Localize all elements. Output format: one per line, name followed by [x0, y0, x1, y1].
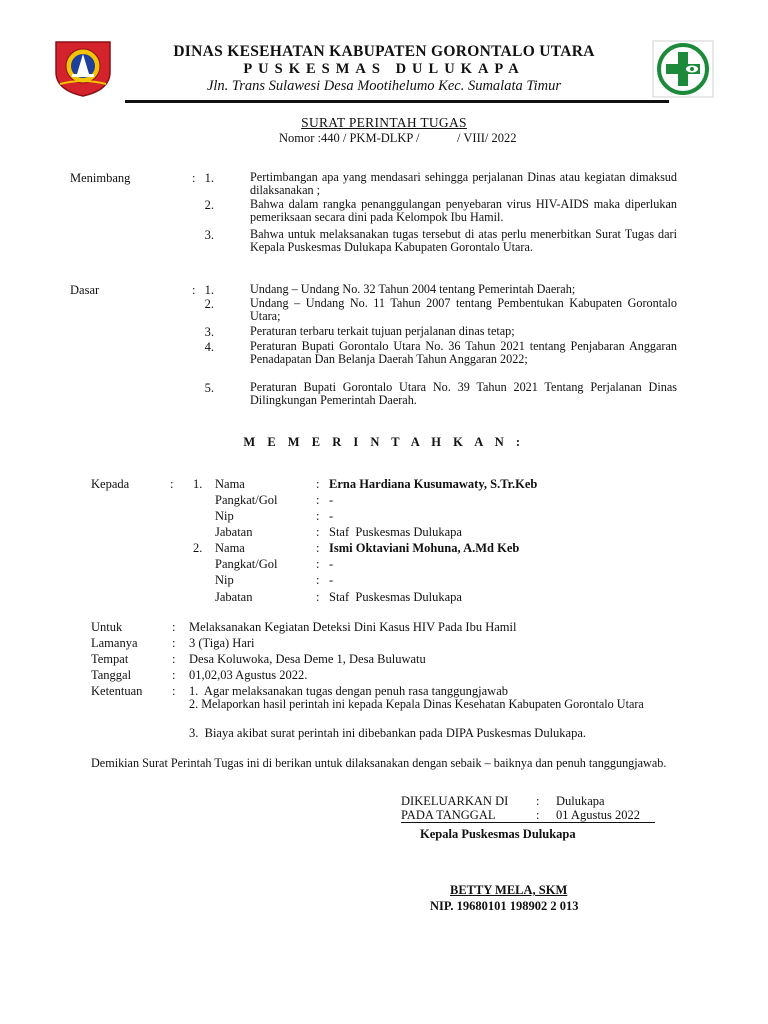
untuk-value: Melaksanakan Kegiatan Deteksi Dini Kasus HIV Pada Ibu Hamil — [189, 620, 517, 634]
person-1-jabatan-colon: : — [316, 525, 320, 539]
person-1-nama-colon: : — [316, 477, 320, 491]
letterhead-rule — [125, 100, 669, 103]
tempat-label: Tempat — [91, 652, 129, 666]
dasar-item-5: Peraturan Bupati Gorontalo Utara No. 39 Tahun 2021 Tentang Perjalanan Dinas Dilingkungan Pemerintah Daerah. — [250, 380, 677, 407]
dasar-num-2: 2. — [204, 297, 214, 311]
person-1-nip-label: Nip — [215, 509, 234, 523]
pada-tanggal-label: PADA TANGGAL — [401, 808, 496, 822]
person-1-nama-label: Nama — [215, 477, 245, 491]
untuk-label: Untuk — [91, 620, 123, 634]
dasar-item-3: Peraturan terbaru terkait tujuan perjalanan dinas tetap; — [250, 324, 515, 338]
menimbang-num-2: 2. — [204, 198, 214, 212]
pada-tanggal-value: 01 Agustus 2022 — [556, 808, 641, 822]
person-2-pangkat-colon: : — [316, 557, 320, 571]
dasar-label: Dasar — [70, 283, 100, 297]
tanggal-label: Tanggal — [91, 668, 132, 682]
person-1-nip-colon: : — [316, 509, 320, 523]
document-title: SURAT PERINTAH TUGAS — [301, 115, 467, 130]
menimbang-label: Menimbang — [70, 171, 131, 185]
person-2-pangkat-value: - — [329, 557, 334, 571]
lamanya-colon: : — [172, 636, 176, 650]
lamanya-value: 3 (Tiga) Hari — [189, 636, 255, 650]
person-1-nip-value: - — [329, 509, 334, 523]
dikeluarkan-value: Dulukapa — [556, 794, 605, 808]
person-2-jabatan-colon: : — [316, 590, 320, 604]
signatory-position: Kepala Puskesmas Dulukapa — [420, 827, 576, 841]
person-2-nip-label: Nip — [215, 573, 234, 587]
menimbang-item-2: Bahwa dalam rangka penanggulangan penyebaran virus HIV-AIDS maka diperlukan pemeriksaan secara dini pada Kelompok Ibu Hamil. — [250, 197, 677, 224]
puskesmas-logo-icon — [652, 40, 714, 98]
signatory-name: BETTY MELA, SKM — [450, 883, 568, 897]
dasar-num-5: 5. — [204, 381, 214, 395]
pada-tanggal-line — [401, 822, 655, 823]
person-1-pangkat-value: - — [329, 493, 334, 507]
person-1-jabatan-label: Jabatan — [215, 525, 253, 539]
person-1-jabatan-value: Staf Puskesmas Dulukapa — [329, 525, 462, 539]
person-1-pangkat-colon: : — [316, 493, 320, 507]
ketentuan-label: Ketentuan — [91, 684, 143, 698]
tanggal-colon: : — [172, 668, 176, 682]
person-2-nip-colon: : — [316, 573, 320, 587]
signatory-nip: NIP. 19680101 198902 2 013 — [430, 899, 579, 913]
dikeluarkan-label: DIKELUARKAN DI — [401, 794, 509, 808]
document-number: Nomor :440 / PKM-DLKP / / VIII/ 2022 — [279, 131, 517, 145]
menimbang-colon: : — [192, 171, 196, 185]
person-2-nama-label: Nama — [215, 541, 245, 555]
kepada-label: Kepada — [91, 477, 130, 491]
ketentuan-item-1: 1. Agar melaksanakan tugas dengan penuh rasa tanggungjawab — [189, 684, 508, 698]
tanggal-value: 01,02,03 Agustus 2022. — [189, 668, 308, 682]
menimbang-num-1: 1. — [204, 171, 214, 185]
person-2-pangkat-label: Pangkat/Gol — [215, 557, 278, 571]
pada-tanggal-colon: : — [536, 808, 540, 822]
dasar-item-1: Undang – Undang No. 32 Tahun 2004 tentang Pemerintah Daerah; — [250, 282, 576, 296]
person-2-nip-value: - — [329, 573, 334, 587]
menimbang-num-3: 3. — [204, 228, 214, 242]
dasar-item-2: Undang – Undang No. 11 Tahun 2007 tentang Pembentukan Kabupaten Gorontalo Utara; — [250, 296, 677, 323]
person-2-nama-value: Ismi Oktaviani Mohuna, A.Md Keb — [329, 541, 520, 555]
dasar-num-1: 1. — [204, 283, 214, 297]
person-2-jabatan-value: Staf Puskesmas Dulukapa — [329, 590, 462, 604]
closing-paragraph: Demikian Surat Perintah Tugas ini di berikan untuk dilaksanakan dengan sebaik – baiknya dan penuh tanggungjawab. — [91, 756, 667, 770]
person-2-nama-colon: : — [316, 541, 320, 555]
dasar-item-4: Peraturan Bupati Gorontalo Utara No. 36 Tahun 2021 tentang Penjabaran Anggaran Penadapatan Dan Belanja Daerah Tahun Anggaran 2022; — [250, 339, 677, 366]
ketentuan-item-3: 3. Biaya akibat surat perintah ini dibebankan pada DIPA Puskesmas Dulukapa. — [189, 726, 587, 740]
person-2-jabatan-label: Jabatan — [215, 590, 253, 604]
person-1-num: 1. — [193, 477, 203, 491]
tempat-value: Desa Koluwoka, Desa Deme 1, Desa Buluwatu — [189, 652, 426, 666]
person-2-num: 2. — [193, 541, 203, 555]
lamanya-label: Lamanya — [91, 636, 138, 650]
kepada-colon: : — [170, 477, 174, 491]
dasar-num-4: 4. — [204, 340, 214, 354]
untuk-colon: : — [172, 620, 176, 634]
person-1-nama-value: Erna Hardiana Kusumawaty, S.Tr.Keb — [329, 477, 538, 491]
menimbang-item-1: Pertimbangan apa yang mendasari sehingga perjalanan Dinas atau kegiatan dimaksud dilaksanakan ; — [250, 170, 677, 197]
ketentuan-item-2: 2. Melaporkan hasil perintah ini kepada Kepala Dinas Kesehatan Kabupaten Gorontalo Utara — [189, 697, 644, 711]
dasar-num-3: 3. — [204, 325, 214, 339]
dasar-colon: : — [192, 283, 196, 297]
letterhead-puskesmas: PUSKESMAS DULUKAPA — [243, 61, 525, 77]
letterhead-agency: DINAS KESEHATAN KABUPATEN GORONTALO UTARA — [173, 43, 595, 60]
tempat-colon: : — [172, 652, 176, 666]
person-1-pangkat-label: Pangkat/Gol — [215, 493, 278, 507]
menimbang-item-3: Bahwa untuk melaksanakan tugas tersebut di atas perlu menerbitkan Surat Tugas dari Kepala Puskesmas Dulukapa Kabupaten Gorontalo Utara. — [250, 227, 677, 254]
letterhead-address: Jln. Trans Sulawesi Desa Mootihelumo Kec. Sumalata Timur — [206, 78, 562, 94]
ketentuan-colon: : — [172, 684, 176, 698]
memerintahkan-heading: M E M E R I N T A H K A N : — [243, 435, 525, 449]
dikeluarkan-colon: : — [536, 794, 540, 808]
kabupaten-gorontalo-utara-logo-icon — [50, 38, 116, 98]
